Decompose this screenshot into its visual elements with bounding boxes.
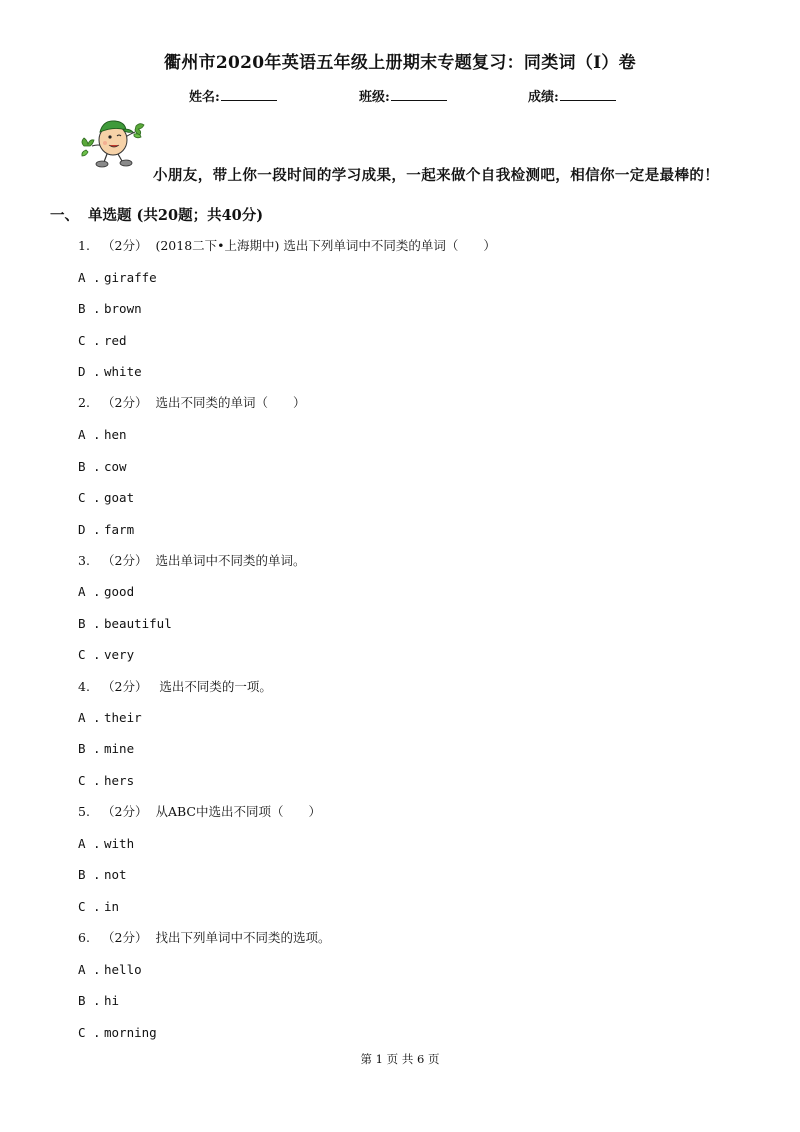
option-letter: C . xyxy=(78,773,101,788)
question-5 xyxy=(78,802,321,820)
option-letter: A . xyxy=(78,584,101,599)
question-text: (2018二下•上海期中) 选出下列单词中不同类的单词（ ） xyxy=(155,238,496,253)
option-letter: B . xyxy=(78,301,101,316)
option-letter: C . xyxy=(78,899,101,914)
option-text: with xyxy=(104,836,135,851)
option-text: morning xyxy=(104,1025,157,1040)
score-field[interactable] xyxy=(528,86,616,105)
class-label: 班级: xyxy=(359,90,390,105)
question-text: 从ABC中选出不同项（ ） xyxy=(155,804,321,819)
option-letter: A . xyxy=(78,270,101,285)
option-text: cow xyxy=(104,459,127,474)
question-1 xyxy=(78,236,496,254)
class-blank[interactable] xyxy=(391,87,447,101)
question-number: 2. xyxy=(78,395,90,410)
option-text: farm xyxy=(104,522,135,537)
option-text: hers xyxy=(104,773,135,788)
question-1-option-b[interactable] xyxy=(78,301,142,316)
section-title: 单选题 (共20题；共40分) xyxy=(88,207,264,224)
option-text: white xyxy=(104,364,142,379)
name-label: 姓名: xyxy=(189,90,220,105)
option-text: mine xyxy=(104,741,135,756)
question-5-option-b[interactable] xyxy=(78,867,127,882)
question-6-option-a[interactable] xyxy=(78,962,142,977)
question-4-option-a[interactable] xyxy=(78,710,142,725)
option-letter: B . xyxy=(78,993,101,1008)
question-number: 3. xyxy=(78,553,90,568)
option-letter: D . xyxy=(78,364,101,379)
score-label: 成绩: xyxy=(528,90,559,105)
question-4-option-b[interactable] xyxy=(78,741,134,756)
page-footer: 第 1 页 共 6 页 xyxy=(360,1052,440,1066)
page-title: 衢州市2020年英语五年级上册期末专题复习：同类词（I）卷 xyxy=(164,53,636,73)
question-3-option-a[interactable] xyxy=(78,584,134,599)
question-2-option-b[interactable] xyxy=(78,459,127,474)
question-1-option-c[interactable] xyxy=(78,333,127,348)
option-letter: C . xyxy=(78,647,101,662)
question-text: 选出单词中不同类的单词。 xyxy=(155,553,306,568)
question-text: 找出下列单词中不同类的选项。 xyxy=(155,930,331,945)
option-letter: C . xyxy=(78,333,101,348)
question-6 xyxy=(78,928,330,946)
question-score: （2分） xyxy=(102,553,148,568)
name-blank[interactable] xyxy=(221,87,277,101)
option-text: brown xyxy=(104,301,142,316)
question-3-option-c[interactable] xyxy=(78,647,134,662)
option-text: hi xyxy=(104,993,120,1008)
question-number: 1. xyxy=(78,238,90,253)
question-score: （2分） xyxy=(102,804,148,819)
option-text: good xyxy=(104,584,135,599)
question-2 xyxy=(78,393,305,411)
question-number: 5. xyxy=(78,804,90,819)
question-1-option-d[interactable] xyxy=(78,364,142,379)
question-3-option-b[interactable] xyxy=(78,616,172,631)
student-info-row xyxy=(0,86,800,106)
question-6-option-c[interactable] xyxy=(78,1025,157,1040)
question-2-option-c[interactable] xyxy=(78,490,134,505)
option-text: goat xyxy=(104,490,135,505)
question-2-option-d[interactable] xyxy=(78,522,134,537)
option-letter: B . xyxy=(78,741,101,756)
option-text: red xyxy=(104,333,127,348)
question-4 xyxy=(78,677,272,695)
question-4-option-c[interactable] xyxy=(78,773,134,788)
question-score: （2分） xyxy=(102,238,148,253)
question-5-option-a[interactable] xyxy=(78,836,134,851)
question-score: （2分） xyxy=(102,395,148,410)
question-number: 4. xyxy=(78,679,90,694)
option-text: not xyxy=(104,867,127,882)
question-number: 6. xyxy=(78,930,90,945)
section-number: 一、 xyxy=(50,207,79,224)
option-letter: D . xyxy=(78,522,101,537)
question-6-option-b[interactable] xyxy=(78,993,119,1008)
option-text: beautiful xyxy=(104,616,172,631)
option-letter: B . xyxy=(78,616,101,631)
score-blank[interactable] xyxy=(560,87,616,101)
option-text: in xyxy=(104,899,120,914)
option-text: hen xyxy=(104,427,127,442)
option-letter: C . xyxy=(78,490,101,505)
question-3 xyxy=(78,551,305,569)
cartoon-boy-icon xyxy=(80,116,146,172)
question-1-option-a[interactable] xyxy=(78,270,157,285)
name-field[interactable] xyxy=(189,86,277,105)
question-score: （2分） xyxy=(102,930,148,945)
option-text: their xyxy=(104,710,142,725)
option-text: hello xyxy=(104,962,142,977)
option-text: very xyxy=(104,647,135,662)
section-heading xyxy=(50,204,263,225)
question-text: 选出不同类的一项。 xyxy=(155,679,272,694)
option-letter: A . xyxy=(78,836,101,851)
question-text: 选出不同类的单词（ ） xyxy=(155,395,306,410)
option-letter: A . xyxy=(78,962,101,977)
option-letter: C . xyxy=(78,1025,101,1040)
question-2-option-a[interactable] xyxy=(78,427,127,442)
option-letter: A . xyxy=(78,427,101,442)
option-letter: B . xyxy=(78,459,101,474)
question-score: （2分） xyxy=(102,679,148,694)
intro-text: 小朋友，带上你一段时间的学习成果，一起来做个自我检测吧，相信你一定是最棒的！ xyxy=(153,167,720,184)
question-5-option-c[interactable] xyxy=(78,899,119,914)
option-text: giraffe xyxy=(104,270,157,285)
class-field[interactable] xyxy=(359,86,447,105)
option-letter: A . xyxy=(78,710,101,725)
option-letter: B . xyxy=(78,867,101,882)
